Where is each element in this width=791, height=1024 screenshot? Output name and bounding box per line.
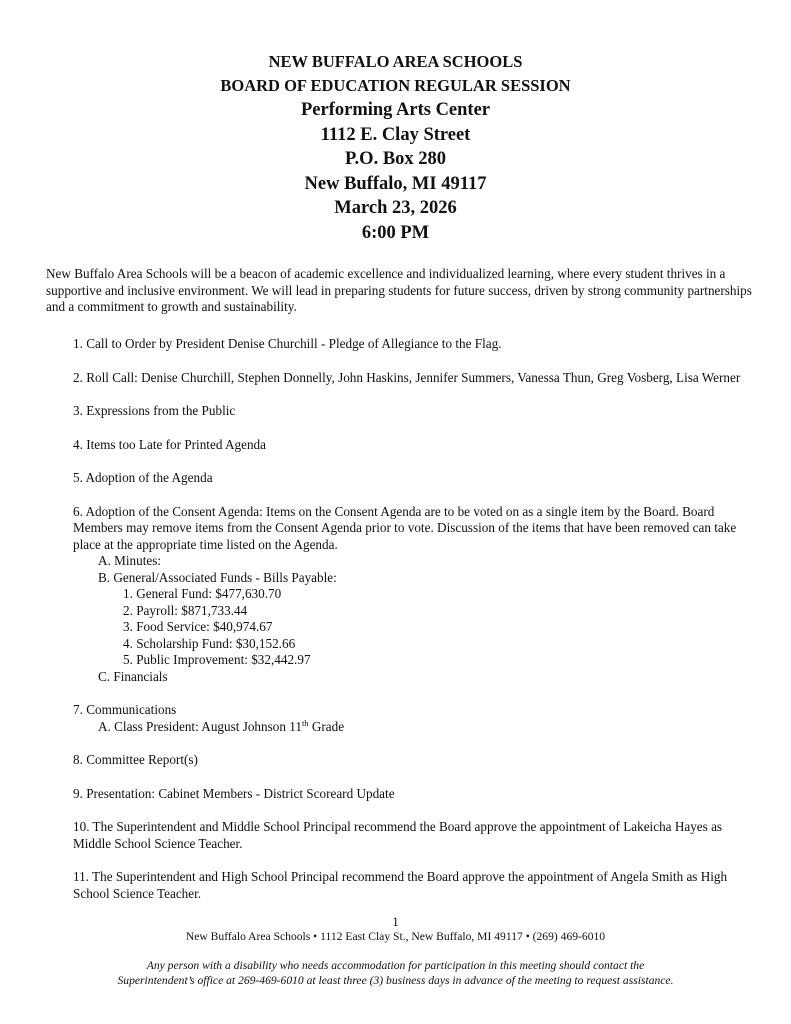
agenda-subitem-financials: C. Financials xyxy=(98,668,168,684)
page-footer xyxy=(0,914,791,988)
accessibility-notice xyxy=(0,958,791,988)
agenda-item-1: 1. Call to Order by President Denise Churchill - Pledge of Allegiance to the Flag. xyxy=(73,336,502,351)
class-president-text: A. Class President: August Johnson 11 xyxy=(98,718,302,734)
agenda-subitem-minutes: A. Minutes: xyxy=(98,553,162,568)
bills-general-fund: 1. General Fund: $477,630.70 xyxy=(123,586,282,601)
meeting-street: 1112 E. Clay Street xyxy=(320,124,471,145)
agenda-subitem-bills-payable: B. General/Associated Funds - Bills Payable: xyxy=(98,569,337,585)
meeting-date: March 23, 2026 xyxy=(334,198,457,218)
accessibility-notice-line-1: Any person with a disability who needs accommodation for participation in this meeting should contact the xyxy=(146,959,645,972)
class-president-grade: Grade xyxy=(308,718,345,734)
bills-payroll: 2. Payroll: $871,733.44 xyxy=(123,602,248,618)
meeting-po-box: P.O. Box 280 xyxy=(344,149,447,169)
meeting-title: BOARD OF EDUCATION REGULAR SESSION xyxy=(220,76,571,95)
agenda-item-11: 11. The Superintendent and High School Principal recommend the Board approve the appointment of Angela Smith as High School Science Teacher. xyxy=(73,869,728,901)
accessibility-notice-line-2: Superintendent’s office at 269-469-6010 at least three (3) business days in advance of the meeting to request assistance. xyxy=(117,974,674,987)
meeting-city: New Buffalo, MI 49117 xyxy=(304,173,487,194)
bills-scholarship-fund: 4. Scholarship Fund: $30,152.66 xyxy=(123,635,296,651)
ordinal-suffix: th xyxy=(301,717,309,728)
agenda-list xyxy=(73,336,763,902)
agenda-item-9: 9. Presentation: Cabinet Members - District Scoreard Update xyxy=(73,785,395,801)
agenda-item-3: 3. Expressions from the Public xyxy=(73,403,236,418)
page-number: 1 xyxy=(392,914,399,929)
org-name: NEW BUFFALO AREA SCHOOLS xyxy=(268,52,523,71)
agenda-item-6: 6. Adoption of the Consent Agenda: Items on the Consent Agenda are to be voted on as a single item by the Board. Board Members may remove items from the Consent Agenda prior to vote. Discussion of the items that have been removed can take place at the appropriate time listed on the Agenda. xyxy=(73,503,737,552)
bills-public-improvement: 5. Public Improvement: $32,442.97 xyxy=(123,652,311,667)
meeting-time: 6:00 PM xyxy=(361,222,430,243)
agenda-item-2: 2. Roll Call: Denise Churchill, Stephen Donnelly, John Haskins, Jennifer Summers, Vanessa Thun, Greg Vosberg, Lisa Werner xyxy=(73,369,741,385)
agenda-item-5: 5. Adoption of the Agenda xyxy=(73,470,213,485)
meeting-venue: Performing Arts Center xyxy=(300,100,491,120)
bills-food-service: 3. Food Service: $40,974.67 xyxy=(123,619,273,634)
mission-statement: New Buffalo Area Schools will be a beacon of academic excellence and individualized learning, where every student thrives in a supportive and inclusive environment. We will lead in preparing students for future success, driven by strong community partnerships and a commitment to growth and sustainability. xyxy=(46,266,752,314)
agenda-item-7: 7. Communications xyxy=(73,702,177,717)
footer-address: New Buffalo Area Schools • 1112 East Clay St., New Buffalo, MI 49117 • (269) 469-6010 xyxy=(185,930,606,943)
agenda-subitem-class-president xyxy=(73,719,763,736)
agenda-item-10: 10. The Superintendent and Middle School Principal recommend the Board approve the appointment of Lakeicha Hayes as Middle School Science Teacher. xyxy=(73,819,723,851)
agenda-item-4: 4. Items too Late for Printed Agenda xyxy=(73,436,267,452)
document-header xyxy=(0,50,791,245)
agenda-item-8: 8. Committee Report(s) xyxy=(73,752,198,767)
